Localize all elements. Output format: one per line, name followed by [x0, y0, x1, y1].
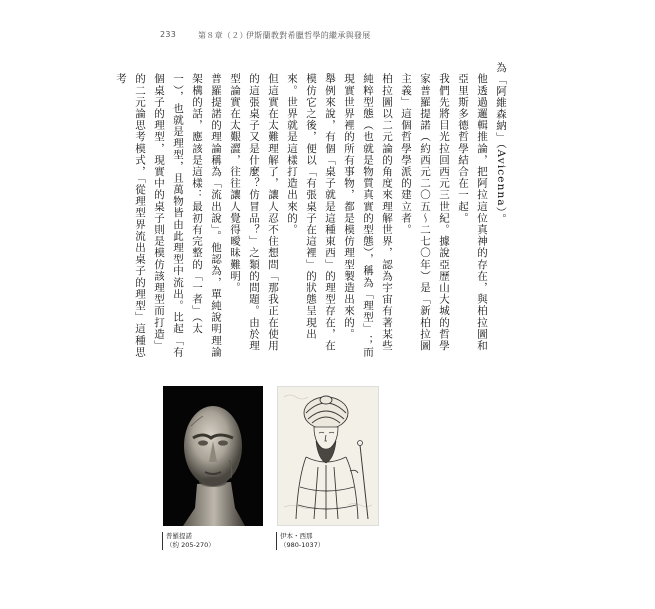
caption-bar — [162, 532, 163, 550]
avicenna-name: 伊本・西那 — [280, 532, 313, 540]
paragraph: 柏拉圖以二元論的角度來理解世界，認為宇宙有著某些純粹型態（也就是物質真實的型態），稱為「理型」；而現實世界裡的所有事物，都是模仿理型製造出來的。 — [343, 73, 393, 358]
plotinus-name: 普羅提諾 — [166, 532, 192, 540]
chapter-title: 伊斯蘭教對希臘哲學的繼承與發展 — [246, 31, 371, 40]
plotinus-dates: （約 205-270） — [166, 541, 215, 549]
caption-bar — [276, 532, 277, 550]
plotinus-caption — [166, 532, 215, 550]
marble-bust-icon — [163, 386, 263, 526]
paragraph: 舉例來說，有個「桌子就是這種東西」的理型存在，在模仿它之後，便以「有張桌子在這裡」的狀態呈現出來。世界就是這樣打造出來的。 — [286, 73, 336, 352]
page-number: 233 — [160, 30, 177, 39]
turban-figure-icon — [278, 387, 378, 525]
paragraph: 我們先將目光拉回西元三世紀。據說亞歷山大城的哲學家普羅提諾（約西元二〇五～二七〇年）是「新柏拉圖主義」這個哲學學派的建立者。 — [400, 73, 450, 352]
paragraph: 他透過邏輯推論，把阿拉這位真神的存在，與柏拉圖和亞里斯多德哲學結合在一起。 — [457, 73, 488, 352]
plotinus-portrait-image — [163, 386, 263, 526]
chapter-label: 第８章（２） — [198, 31, 248, 40]
paragraph: 為「阿維森納」（Avicenna）。 — [495, 62, 507, 225]
paragraph: 普羅提諾的理論稱為「流出說」。他認為，單純說明理論架構的話，應該是這樣：最初有完整的「一者」（太一），也就是理型，且萬物皆由此理型中流出。比起「有個桌子的理型，現實中的桌子則是模仿該理型而打造」的二元論思考模式，「從理型界流出桌子的理型」這種思考 — [115, 73, 222, 358]
avicenna-dates: （980-1037） — [280, 541, 325, 549]
avicenna-caption — [280, 532, 324, 550]
paragraph: 但這實在太難理解了，讓人忍不住想問「那我正在使用的這張桌子又是什麼？仿冒品？」之類的問題。由於理型論實在太艱澀，往往讓人覺得曖昧難明。 — [229, 73, 279, 352]
running-header — [160, 30, 500, 44]
body-text — [115, 62, 510, 362]
avicenna-portrait-image — [277, 386, 379, 526]
